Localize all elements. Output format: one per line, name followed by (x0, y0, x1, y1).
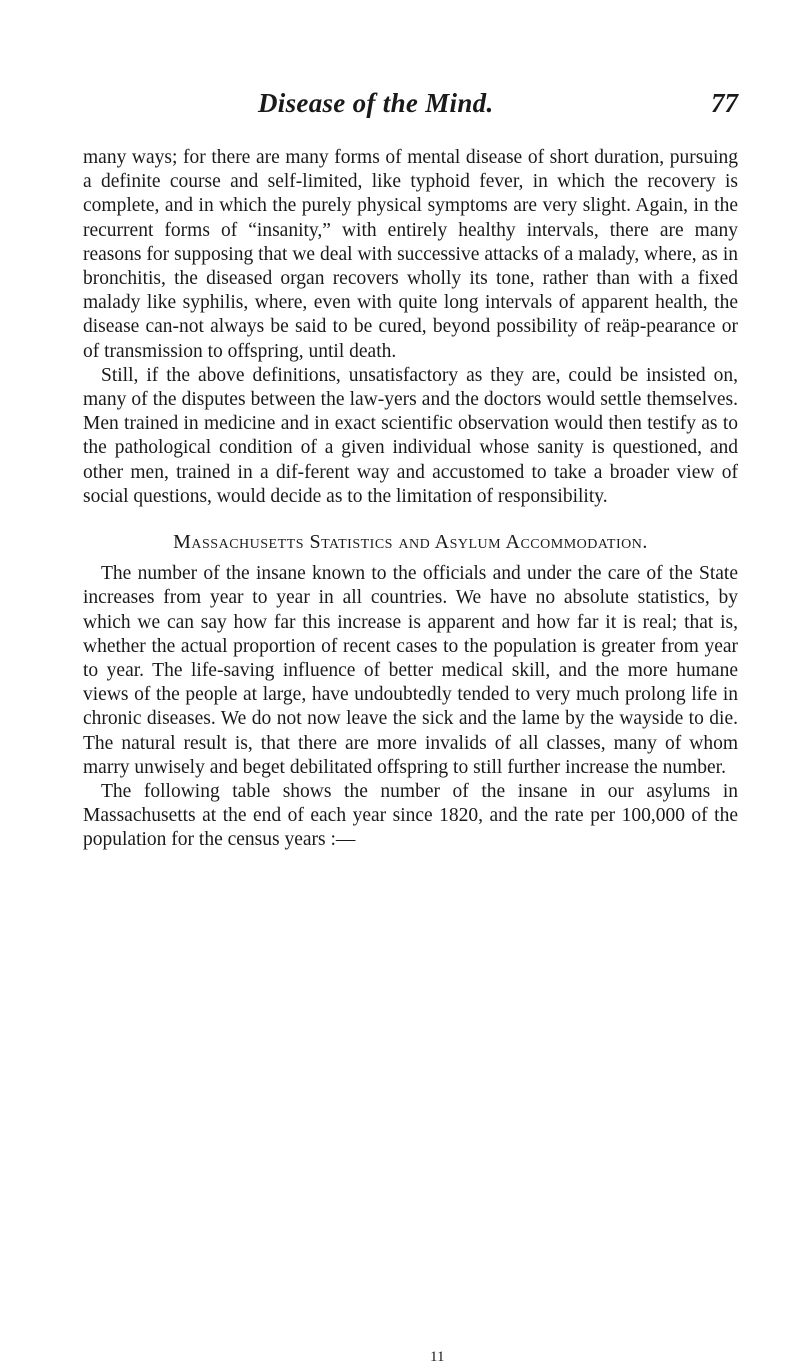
paragraph: Still, if the above definitions, unsatisfactory as they are, could be insisted on, many of the disputes between the law-yers and the doctors would settle themselves. Men trained in medicine and in exact scientific observation would then testify as to the pathological condition of a given individual whose sanity is questioned, and other men, trained in a dif-ferent way and accustomed to take a broader view of social questions, would decide as to the limitation of responsibility. (83, 364, 738, 507)
paragraph: many ways; for there are many forms of mental disease of short duration, pursuing a definite course and self-limited, like typhoid fever, in which the recovery is complete, and in which the purely physical symptoms are very slight. Again, in the recurrent forms of “insanity,” with entirely healthy intervals, there are many reasons for supposing that we deal with successive attacks of a malady, where, as in bronchitis, the diseased organ recovers wholly its tone, rather than with a fixed malady like syphilis, where, even with quite long intervals of apparent health, the disease can-not always be said to be cured, beyond possibility of reäp-pearance or of transmission to offspring, until death. (83, 147, 738, 362)
running-head (0, 88, 800, 128)
page-number: 77 (711, 88, 738, 118)
paragraph: The following table shows the number of the insane in our asylums in Massachusetts at the end of each year since 1820, and the rate per 100,000 of the population for the census years :— (83, 781, 738, 851)
signature-mark: 11 (430, 1349, 445, 1365)
paragraph: The number of the insane known to the officials and under the care of the State increases from year to year in all countries. We have no absolute statistics, by which we can say how far this increase is apparent and how far it is real; that is, whether the actual proportion of recent cases to the population is greater from year to year. The life-saving influence of better medical skill, and the more humane views of the people at large, have undoubtedly tended to very much prolong life in chronic diseases. We do not now leave the sick and the lame by the wayside to die. The natural result is, that there are more invalids of all classes, many of whom marry unwisely and beget debilitated offspring to still further increase the number. (83, 563, 738, 778)
section-heading: Massachusetts Statistics and Asylum Accommodation. (173, 531, 648, 554)
running-title: Disease of the Mind. (258, 88, 494, 118)
body-text (83, 146, 738, 853)
